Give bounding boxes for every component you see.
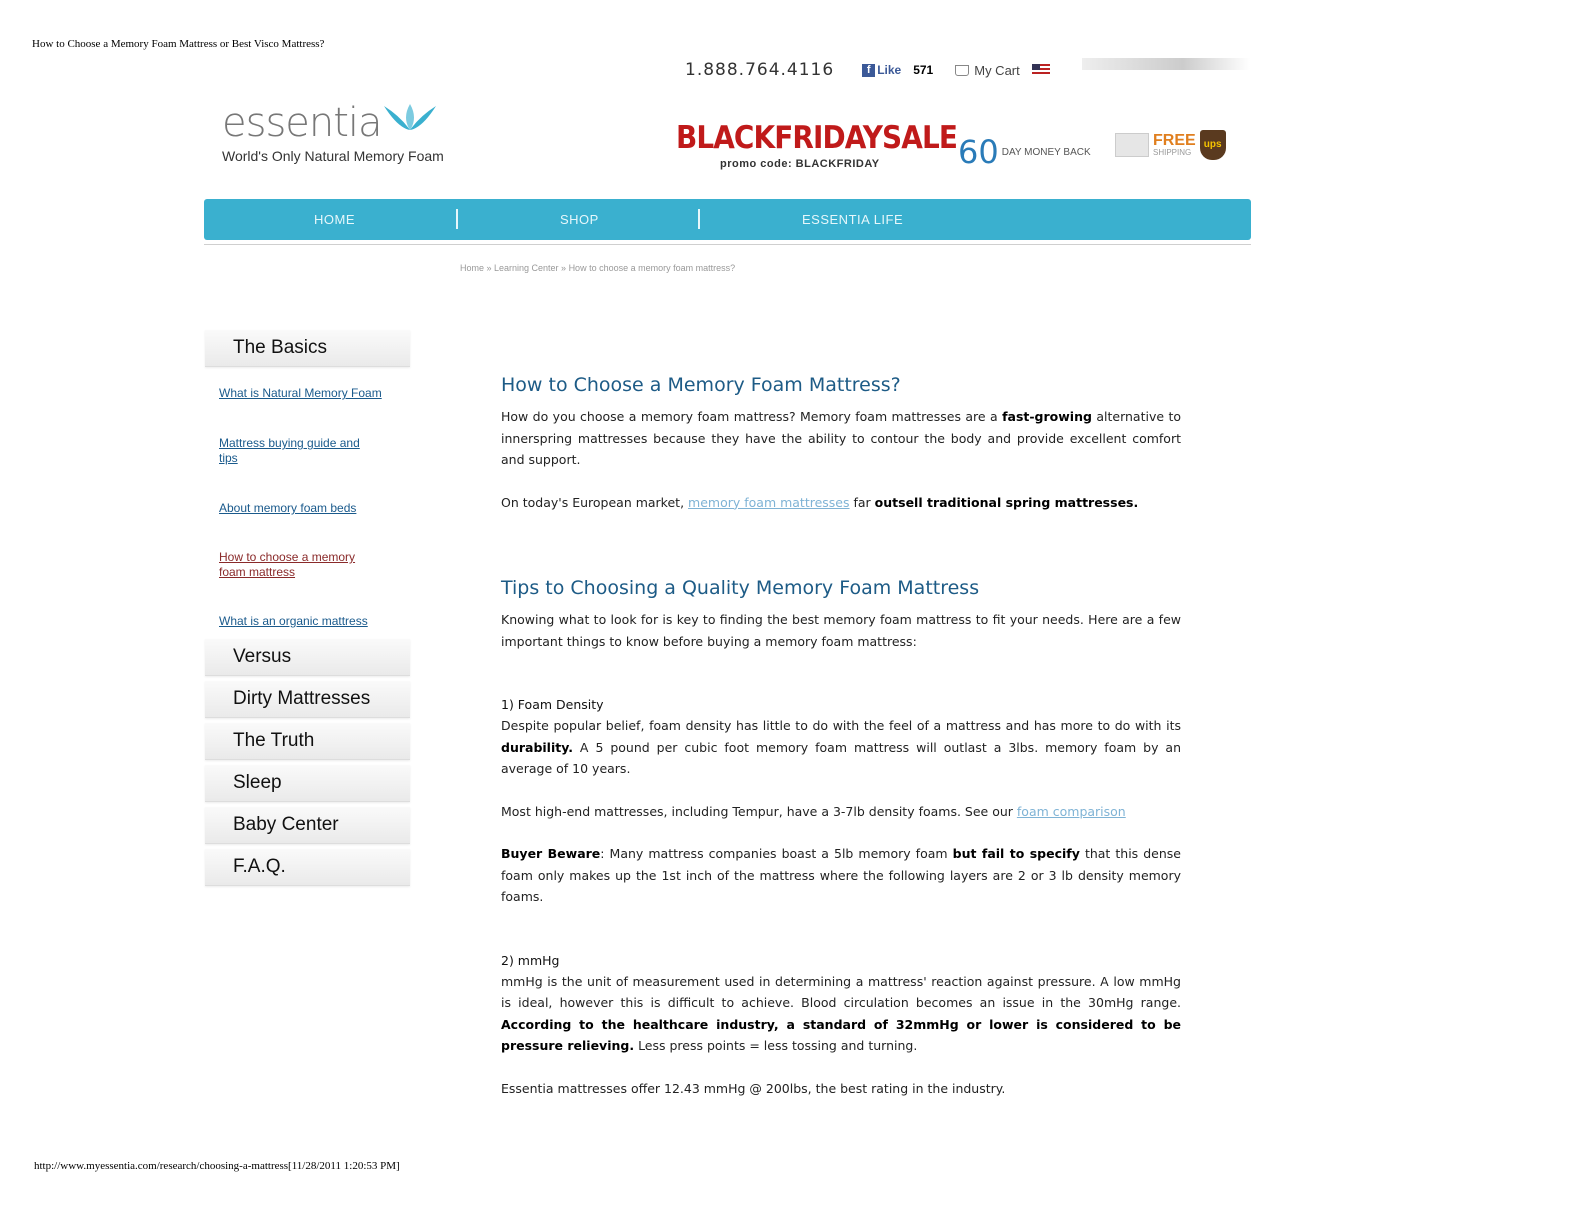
memory-foam-mattresses-link[interactable]: memory foam mattresses — [688, 494, 850, 510]
tagline: World's Only Natural Memory Foam — [222, 148, 444, 164]
money-back-days: 60 — [958, 133, 999, 171]
truck-icon — [1115, 133, 1149, 157]
us-flag-icon[interactable] — [1032, 64, 1050, 76]
high-end-paragraph: Most high-end mattresses, including Tempur, have a 3-7lb density foams. See our foam comparison — [501, 803, 1126, 819]
money-back-badge[interactable] — [958, 133, 1091, 171]
essentia-logo[interactable] — [222, 100, 444, 164]
foam-density-heading: 1) Foam Density — [501, 697, 604, 712]
sidebar-link-how-to-choose[interactable]: How to choose a memory foam mattress — [219, 550, 356, 579]
cart-link[interactable] — [955, 63, 1020, 78]
promo-code: promo code: BLACKFRIDAY — [720, 158, 880, 170]
sidebar-section-the-truth[interactable]: The Truth — [205, 723, 410, 760]
top-utility-bar — [685, 60, 1050, 80]
tips-title: Tips to Choosing a Quality Memory Foam Mattress — [501, 577, 980, 599]
cart-icon — [955, 65, 969, 76]
like-count: 571 — [913, 63, 934, 77]
foam-comparison-link[interactable]: foam comparison — [1016, 803, 1126, 819]
nav-essentia-life[interactable]: ESSENTIA LIFE — [802, 212, 904, 227]
sidebar-link-about-memory-foam[interactable]: About memory foam beds — [219, 501, 357, 515]
mmhg-paragraph: mmHg is the unit of measurement used in determining a mattress' reaction against pressure. A low mmHg is ideal, however this is difficult to achieve. Blood circulation becomes an issue in the 30mHg range. According to the healthcare industry, a standard of 32mmHg or lower is considered to be pressure relieving. Less press points = less tossing and turning. — [501, 973, 1181, 1053]
lotus-logo-icon — [378, 102, 442, 132]
breadcrumb[interactable]: Home » Learning Center » How to choose a memory foam mattress? — [460, 263, 736, 273]
sidebar-section-sleep[interactable]: Sleep — [205, 765, 410, 802]
intro-paragraph: How do you choose a memory foam mattress? Memory foam mattresses are a fast-growing alternative to innerspring mattresses because they have the ability to contour the body and provide excellent comfort and support. — [501, 409, 1181, 467]
article-title: How to Choose a Memory Foam Mattress? — [501, 374, 901, 396]
nav-divider-line — [204, 244, 1251, 245]
tips-intro: Knowing what to look for is key to finding the best memory foam mattress to fit your needs. Here are a few important things to know before buying a memory foam mattress: — [501, 612, 1181, 649]
article — [501, 374, 1181, 1099]
sidebar-link-buying-guide[interactable]: Mattress buying guide and tips — [219, 436, 360, 465]
nav-divider — [698, 209, 700, 229]
sidebar — [205, 330, 410, 891]
black-friday-banner[interactable] — [676, 120, 988, 170]
mmhg-heading: 2) mmHg — [501, 952, 560, 968]
main-nav — [204, 199, 1251, 240]
cart-label: My Cart — [974, 62, 1020, 78]
sidebar-section-basics[interactable]: The Basics — [205, 330, 410, 367]
sidebar-section-faq[interactable]: F.A.Q. — [205, 849, 410, 886]
market-paragraph: On today's European market, memory foam mattresses far outsell traditional spring mattresses. — [501, 494, 1139, 510]
sidebar-link-organic-mattress[interactable]: What is an organic mattress — [219, 614, 368, 628]
print-footer: http://www.myessentia.com/research/choosing-a-mattress[11/28/2011 1:20:53 PM] — [34, 1160, 400, 1172]
essentia-rating-paragraph: Essentia mattresses offer 12.43 mmHg @ 200lbs, the best rating in the industry. — [501, 1080, 1006, 1096]
print-header: How to Choose a Memory Foam Mattress or Best Visco Mattress? — [32, 38, 325, 50]
nav-home[interactable]: HOME — [314, 212, 355, 227]
sidebar-section-versus[interactable]: Versus — [205, 639, 410, 676]
sidebar-link-natural-memory-foam[interactable]: What is Natural Memory Foam — [219, 386, 382, 400]
search-box[interactable] — [1082, 58, 1250, 70]
buyer-beware-paragraph: Buyer Beware: Many mattress companies boast a 5lb memory foam but fail to specify that this dense foam only makes up the 1st inch of the mattress where the following layers are 2 or 3 lb density memory foams. — [501, 846, 1181, 904]
free-shipping-badge[interactable] — [1115, 130, 1226, 160]
nav-divider — [456, 209, 458, 229]
money-back-text: DAY MONEY BACK — [1001, 146, 1091, 158]
phone-number[interactable]: 1.888.764.4116 — [685, 60, 835, 80]
nav-shop[interactable]: SHOP — [560, 212, 599, 227]
sidebar-section-dirty-mattresses[interactable]: Dirty Mattresses — [205, 681, 410, 718]
free-label: FREE — [1153, 132, 1196, 149]
like-label: Like — [877, 63, 902, 77]
foam-density-paragraph: Despite popular belief, foam density has little to do with the feel of a mattress and has more to do with its durability. A 5 pound per cubic foot memory foam mattress will outlast a 3lbs. memory foam by an average of 10 years. — [501, 718, 1181, 776]
ups-logo: ups — [1200, 130, 1226, 160]
facebook-like-button[interactable] — [862, 63, 901, 77]
sidebar-section-baby-center[interactable]: Baby Center — [205, 807, 410, 844]
shipping-label: SHIPPING — [1153, 148, 1192, 157]
logo-wordmark: essentia — [222, 100, 382, 146]
promo-title: BLACKFRIDAYSALE — [676, 120, 957, 156]
facebook-icon: f — [862, 64, 875, 77]
